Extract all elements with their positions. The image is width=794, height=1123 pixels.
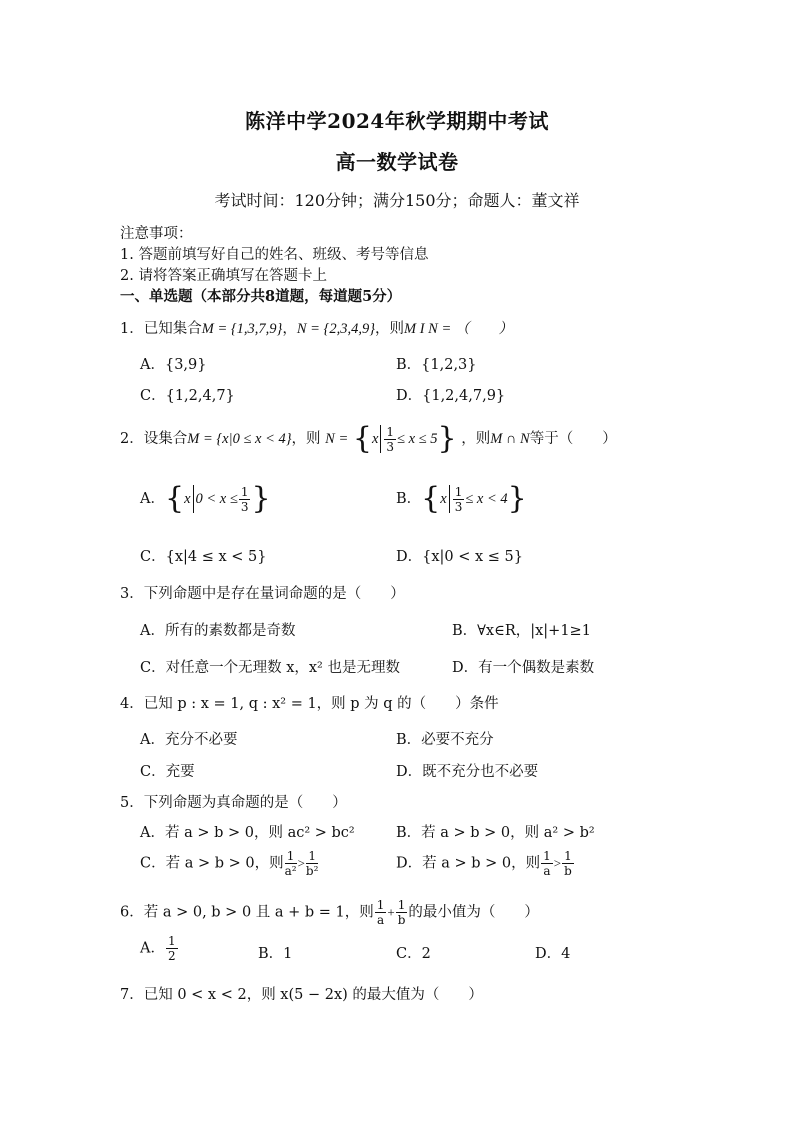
q6-option-b: B．1 [258, 946, 293, 962]
q3-option-d: D．有一个偶数是素数 [452, 660, 595, 676]
q5-option-d: D．若 a > b > 0，则 $\frac{1}{a}$ > $\frac{1}{b}$ [396, 849, 572, 878]
q6-fraction-1: $\frac{1}{a}$ [376, 898, 385, 927]
q6-fraction-2: $\frac{1}{b}$ [397, 898, 406, 927]
q3-option-a: A．所有的素数都是奇数 [140, 623, 296, 639]
q5-d-fraction-2: $\frac{1}{b}$ [564, 849, 572, 878]
q1-stem: 1．已知集合 [120, 321, 202, 337]
q1-set-n: N = {2,3,4,9} [296, 321, 376, 337]
q2-a-fraction: $\frac{1}{3}$ [240, 484, 249, 514]
set-bar-icon [380, 425, 381, 453]
notes-heading: 注意事项： [120, 226, 193, 242]
q2-fraction: $\frac{1}{3}$ [386, 424, 395, 454]
q3-option-b: B．∀x∈R，|x|+1≥1 [452, 623, 591, 639]
q2-var-x: x [371, 431, 379, 447]
q1-option-d: D．{1,2,4,7,9} [396, 388, 506, 404]
q2-stem-b: ，则 [291, 431, 321, 447]
q4-option-d: D．既不充分也不必要 [396, 764, 539, 780]
brace-right-icon: } [251, 481, 271, 516]
brace-left-icon: { [421, 481, 441, 516]
q2-stem-c: ，则 [461, 431, 491, 447]
q3-option-c: C．对任意一个无理数 x，x² 也是无理数 [140, 660, 400, 676]
q2-option-c: C．{x|4 ≤ x < 5} [140, 549, 267, 565]
question-5: 5．下列命题为真命题的是（ ） [120, 795, 347, 811]
note-item-2: 2. 请将答案正确填写在答题卡上 [120, 268, 327, 284]
q1-comma: ， [282, 321, 297, 337]
q2-condition: ≤ x ≤ 5 [397, 431, 438, 447]
q6-option-a: A． $\frac{1}{2}$ [140, 934, 176, 963]
note-item-1: 1. 答题前填写好自己的姓名、班级、考号等信息 [120, 247, 429, 263]
q1-expr: M I N = （ ） [404, 321, 513, 337]
q2-b-fraction: $\frac{1}{3}$ [454, 484, 463, 514]
set-bar-icon [449, 485, 450, 513]
q2-option-d: D．{x|0 < x ≤ 5} [396, 549, 524, 565]
q2-option-a: A．{x 0 < x ≤ $\frac{1}{3}$ } [140, 481, 271, 516]
q2-option-b: B．{x $\frac{1}{3}$ ≤ x < 4} [396, 481, 527, 516]
q2-set-m: M = {x|0 ≤ x < 4} [187, 431, 292, 447]
question-1 [120, 317, 513, 338]
q2-stem-d: 等于（ ） [529, 431, 617, 447]
q2-expr: M ∩ N [490, 431, 530, 447]
q4-option-b: B．必要不充分 [396, 732, 494, 748]
question-3: 3．下列命题中是存在量词命题的是（ ） [120, 586, 405, 602]
exam-subtitle: 高一数学试卷 [335, 150, 459, 174]
q5-option-b: B．若 a > b > 0，则 a² > b² [396, 825, 595, 841]
q4-option-a: A．充分不必要 [140, 732, 238, 748]
q5-c-fraction-2: $\frac{1}{\text{b²}}$ [305, 849, 319, 878]
q5-option-a: A．若 a > b > 0，则 ac² > bc² [140, 825, 355, 841]
q5-c-fraction-1: $\frac{1}{\text{a²}}$ [284, 849, 297, 878]
q2-stem: 2．设集合 [120, 431, 188, 447]
brace-right-icon: } [507, 481, 527, 516]
question-2 [120, 421, 617, 456]
section-heading: 一、单选题（本部分共8道题，每道题5分） [120, 288, 402, 305]
set-bar-icon [193, 485, 194, 513]
question-7: 7．已知 0 < x < 2，则 x(5 − 2x) 的最大值为（ ） [120, 987, 483, 1003]
q1-stem-b: ，则 [375, 321, 405, 337]
q2-set-n-label: N = [325, 431, 349, 447]
q1-option-c: C．{1,2,4,7} [140, 388, 235, 404]
q4-option-c: C．充要 [140, 764, 195, 780]
brace-left-icon: { [352, 421, 372, 456]
exam-meta: 考试时间：120分钟；满分150分；命题人：董文祥 [214, 191, 580, 210]
q1-option-b: B．{1,2,3} [396, 357, 477, 373]
q5-option-c: C．若 a > b > 0，则 $\frac{1}{\text{a²}}$ > $\frac{1}{\text{b²}}$ [140, 849, 319, 878]
q1-set-m: M = {1,3,7,9} [201, 321, 283, 337]
q1-option-a: A．{3,9} [140, 357, 207, 373]
question-4: 4．已知 p : x = 1, q : x² = 1，则 p 为 q 的（ ）条件 [120, 696, 499, 712]
q6-option-d: D．4 [535, 946, 571, 962]
q5-d-fraction-1: $\frac{1}{a}$ [543, 849, 551, 878]
brace-right-icon: } [437, 421, 457, 456]
exam-title: 陈洋中学2024年秋学期期中考试 [245, 109, 549, 133]
q6-a-fraction: $\frac{1}{2}$ [167, 934, 176, 963]
q6-option-c: C．2 [396, 946, 431, 962]
brace-left-icon: { [164, 481, 185, 516]
question-6: 6．若 a > 0, b > 0 且 a + b = 1，则 $\frac{1}{a}$ + $\frac{1}{b}$ 的最小值为（ ） [120, 898, 539, 927]
